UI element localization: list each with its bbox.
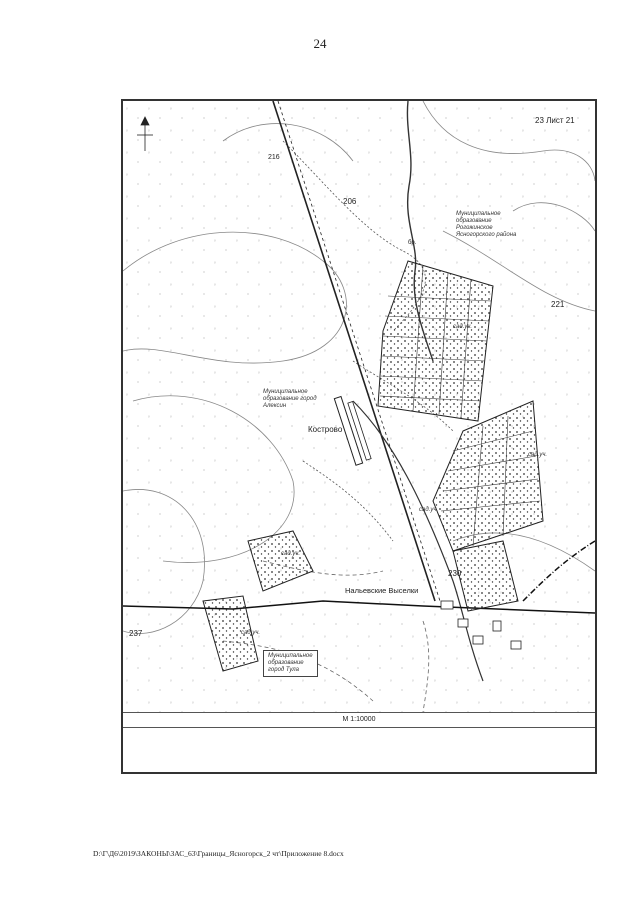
municipality-rogozhinskoe: Муниципальное образование Рогожинское Ясногорского района [456, 211, 517, 238]
map-number-216: 216 [268, 154, 280, 161]
road-label: бр. [408, 240, 417, 246]
map-number-237: 237 [129, 629, 143, 638]
footer-file-path: D:\Г\Д6\2019\ЗАКОНЫ\ЗАС_63\Границы_Ясногорск_2 чт\Приложение 8.docx [93, 849, 344, 858]
scale-bar: М 1:10000 [123, 712, 595, 728]
garden-label-3: сад.уч. [419, 507, 439, 513]
map-number-221: 221 [551, 300, 565, 309]
garden-label-2: сад.уч. [528, 452, 548, 458]
sheet-label: 23 Лист 21 [535, 116, 575, 125]
settlement-kostrovo: Кострово [308, 425, 343, 434]
map-frame [121, 99, 597, 774]
map-number-230: 230 [448, 569, 462, 578]
page-number: 24 [313, 36, 327, 51]
map-number-206: 206 [343, 197, 357, 206]
topographic-map [123, 101, 595, 712]
garden-label-4: сад.уч. [281, 551, 301, 557]
garden-label-1: сад.уч. [453, 324, 473, 330]
municipality-aleksin: Муниципальное образование город Алексин [263, 389, 317, 409]
settlement-vyselki: Нальевские Выселки [345, 586, 419, 595]
garden-label-5: сад.уч. [241, 630, 261, 636]
municipality-tula: Муниципальное образование город Тула [263, 650, 318, 677]
